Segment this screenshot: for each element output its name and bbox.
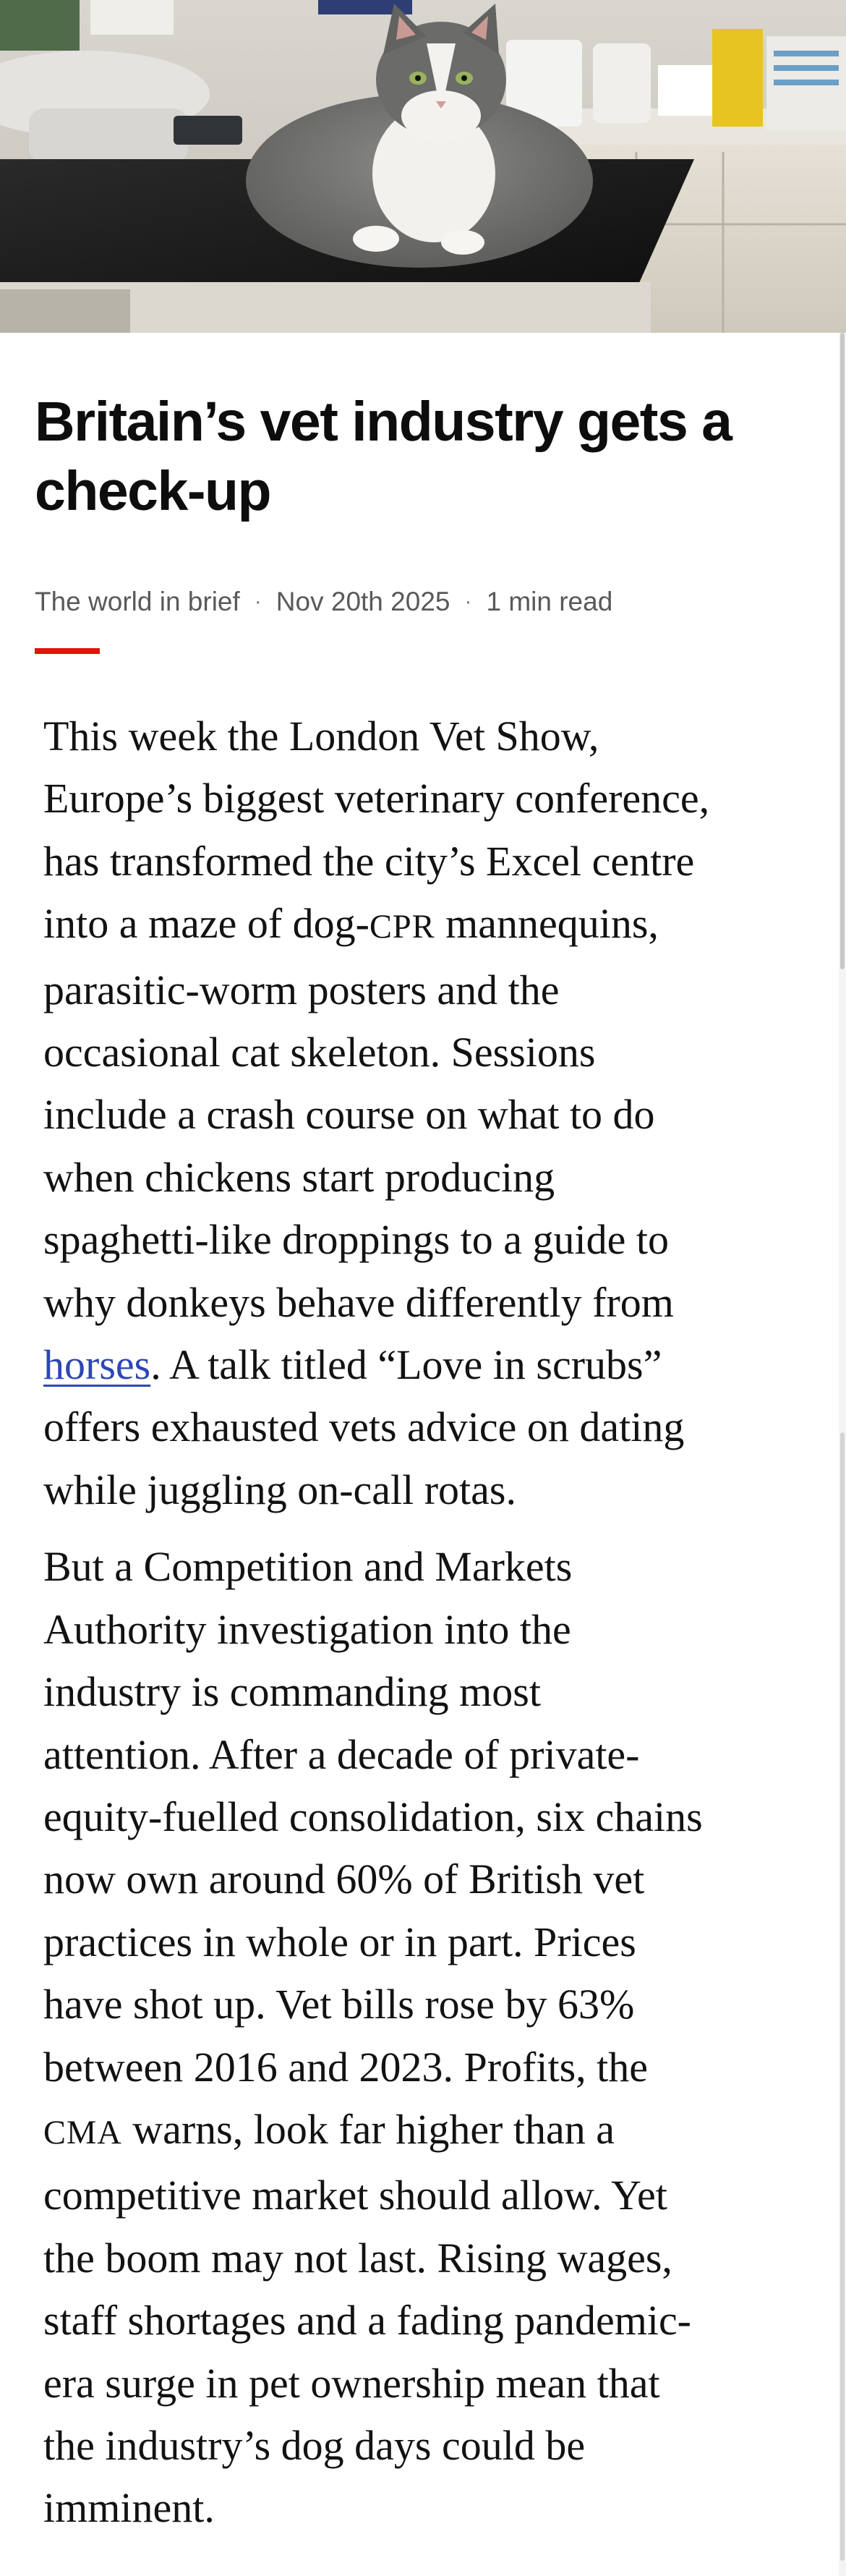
horses-link[interactable]: horses — [43, 1341, 151, 1389]
article-body — [43, 705, 810, 2540]
meta-separator: · — [254, 590, 262, 613]
paragraph-1 — [43, 705, 810, 1521]
paragraph-2 — [43, 1536, 810, 2540]
accent-rule — [35, 648, 100, 654]
abbr-cpr: CPR — [369, 909, 435, 946]
hero-photo — [0, 0, 846, 333]
abbr-cma: CMA — [43, 2114, 122, 2151]
section-link[interactable]: The world in brief — [35, 587, 240, 616]
read-time: 1 min read — [486, 587, 613, 616]
meta-separator-2: · — [464, 590, 472, 613]
paragraph-2-text-b: warns, look far higher than a competitive market should allow. Yet the boom may not last. Rising wages, staff shortages and a fading pandemic- era surge in pet ownership mean that the industry’s dog days could be imminent. — [43, 2105, 691, 2532]
article-headline: Britain’s vet industry gets a check-up — [35, 391, 732, 522]
paragraph-1-text-b: mannequins, parasitic-worm posters and the occasional cat skeleton. Sessions include a crash course on what to do when chickens start producing spaghetti-like droppings to a guide to why donkeys behave differently from — [43, 900, 674, 1326]
article-meta — [35, 579, 612, 625]
paragraph-2-text-a: But a Competition and Markets Authority investigation into the industry is commanding most attention. After a decade of private- equity-fuelled consolidation, six chains now own around 60% of British vet practices in whole or in part. Prices have shot up. Vet bills rose by 63% between 2016 and 2023. Profits, the — [43, 1543, 703, 2091]
publish-date: Nov 20th 2025 — [275, 587, 450, 616]
paragraph-1-text-a: This week the London Vet Show, Europe’s biggest veterinary conference, has transformed the city’s Excel centre into a maze of dog- — [43, 713, 710, 948]
paragraph-1-text-c: . A talk titled “Love in scrubs” offers exhausted vets advice on dating while juggling on-call rotas. — [43, 1341, 685, 1513]
scrollbar-thumb[interactable] — [840, 333, 845, 969]
scrollbar-thumb-secondary[interactable] — [840, 1432, 845, 2561]
